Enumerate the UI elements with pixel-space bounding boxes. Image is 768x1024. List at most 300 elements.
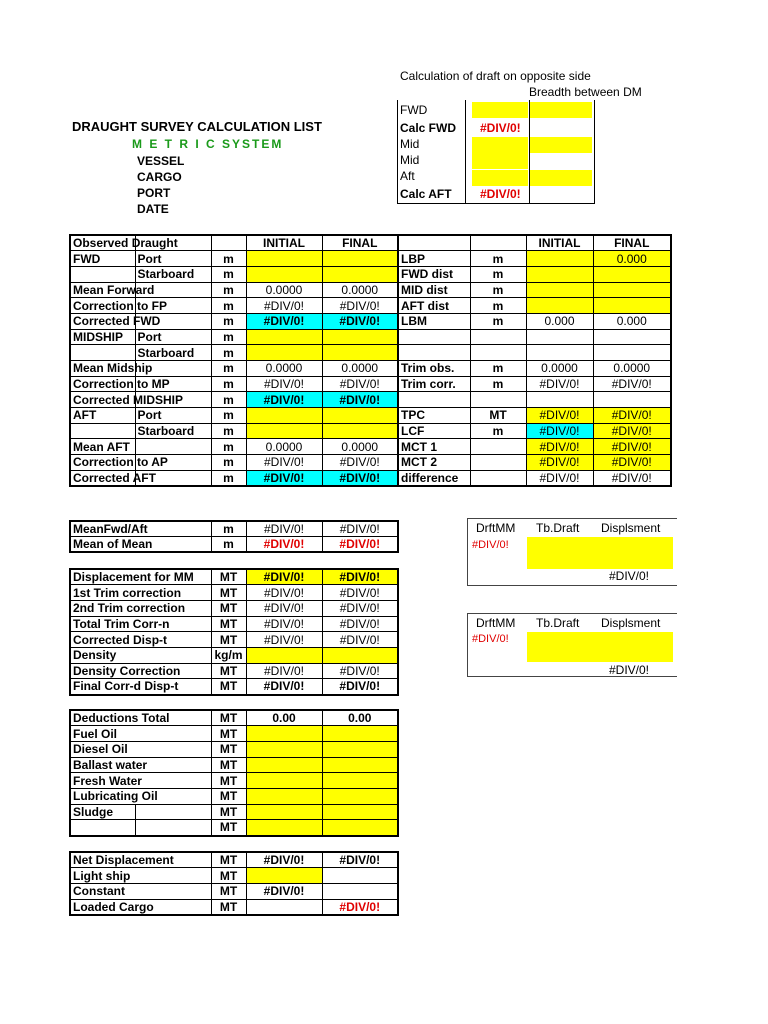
row-label: Corrected Disp-t xyxy=(70,632,211,648)
unit-cell: MT xyxy=(211,741,246,757)
row-label: Deductions Total xyxy=(70,710,211,726)
param-label: LBM xyxy=(398,313,470,329)
unit-cell: m xyxy=(211,408,246,424)
row-sublabel: Port xyxy=(135,329,211,345)
initial-cell: INITIAL xyxy=(526,235,593,251)
side1-value: #DIV/0! xyxy=(472,539,509,551)
final-cell: #DIV/0! xyxy=(322,313,398,329)
final-cell: #DIV/0! xyxy=(322,600,398,616)
table-row xyxy=(70,329,398,345)
side2-tbdraft: Tb.Draft xyxy=(536,616,580,630)
initial-cell[interactable] xyxy=(246,408,322,424)
row-sublabel: Port xyxy=(135,251,211,267)
initial-cell: #DIV/0! xyxy=(246,392,322,408)
final-cell[interactable]: 0.000 xyxy=(593,251,671,267)
param-label: LCF xyxy=(398,423,470,439)
opp-mid-label-2: Mid xyxy=(400,153,420,167)
unit-cell: m xyxy=(470,282,526,298)
unit-cell: MT xyxy=(211,852,246,868)
unit-cell: MT xyxy=(211,600,246,616)
unit-cell: m xyxy=(211,455,246,471)
row-label: 1st Trim correction xyxy=(70,585,211,601)
final-cell: #DIV/0! xyxy=(593,470,671,486)
final-cell[interactable]: #DIV/0! xyxy=(322,569,398,585)
initial-cell xyxy=(246,899,322,915)
unit-cell xyxy=(211,235,246,251)
final-cell[interactable] xyxy=(322,757,398,773)
row-label: Density xyxy=(70,647,211,663)
unit-cell xyxy=(470,470,526,486)
param-label: Trim corr. xyxy=(398,376,470,392)
final-cell[interactable] xyxy=(593,266,671,282)
final-cell xyxy=(593,345,671,361)
final-cell: #DIV/0! xyxy=(593,376,671,392)
table-row xyxy=(70,470,398,486)
opposite-caption: Calculation of draft on opposite side xyxy=(400,69,591,83)
table-row xyxy=(70,741,398,757)
final-cell[interactable] xyxy=(322,329,398,345)
row-sublabel: Starboard xyxy=(135,423,211,439)
param-label: AFT dist xyxy=(398,298,470,314)
initial-cell: #DIV/0! xyxy=(246,883,322,899)
unit-cell: MT xyxy=(211,632,246,648)
unit-cell xyxy=(470,392,526,408)
unit-cell: MT xyxy=(470,408,526,424)
initial-cell[interactable] xyxy=(246,251,322,267)
row-label: Sludge xyxy=(70,804,135,820)
unit-cell xyxy=(470,455,526,471)
table-row xyxy=(70,710,398,726)
side2-displsment: Displsment xyxy=(601,616,661,630)
initial-cell[interactable] xyxy=(246,423,322,439)
initial-cell xyxy=(526,329,593,345)
table-row xyxy=(70,773,398,789)
mean-table xyxy=(69,520,399,553)
vessel-label: VESSEL xyxy=(137,154,185,168)
unit-cell: m xyxy=(211,345,246,361)
row-label xyxy=(70,820,135,836)
blank-cell[interactable] xyxy=(135,820,211,836)
table-row xyxy=(70,235,398,251)
table-row xyxy=(398,282,671,298)
side1-displsment: Displsment xyxy=(601,521,661,535)
unit-cell xyxy=(470,235,526,251)
final-cell xyxy=(322,883,398,899)
opp-fwd-input-2[interactable] xyxy=(530,102,592,118)
initial-cell: #DIV/0! xyxy=(246,600,322,616)
initial-cell[interactable] xyxy=(526,251,593,267)
initial-cell: 0.000 xyxy=(526,313,593,329)
table-row xyxy=(70,899,398,915)
unit-cell xyxy=(470,329,526,345)
unit-cell: MT xyxy=(211,585,246,601)
initial-cell[interactable]: #DIV/0! xyxy=(526,408,593,424)
table-row xyxy=(398,392,671,408)
unit-cell: m xyxy=(470,266,526,282)
row-label: 2nd Trim correction xyxy=(70,600,211,616)
system-label: M E T R I C SYSTEM xyxy=(132,137,284,151)
initial-cell: 0.00 xyxy=(246,710,322,726)
final-cell xyxy=(322,868,398,884)
row-label: Constant xyxy=(70,883,211,899)
table-row xyxy=(70,423,398,439)
final-cell: 0.0000 xyxy=(322,361,398,377)
initial-cell xyxy=(526,392,593,408)
initial-cell[interactable] xyxy=(246,820,322,836)
final-cell[interactable] xyxy=(322,820,398,836)
unit-cell: MT xyxy=(211,679,246,695)
initial-cell[interactable] xyxy=(246,345,322,361)
row-label: Diesel Oil xyxy=(70,741,211,757)
initial-cell: #DIV/0! xyxy=(246,663,322,679)
unit-cell: m xyxy=(470,298,526,314)
side1-result: #DIV/0! xyxy=(609,569,650,583)
row-label: Correction to FP xyxy=(70,298,135,314)
param-label xyxy=(398,392,470,408)
table-row xyxy=(70,663,398,679)
unit-cell: m xyxy=(470,376,526,392)
row-label: MIDSHIP xyxy=(70,329,135,345)
initial-cell: #DIV/0! xyxy=(246,616,322,632)
final-cell[interactable] xyxy=(322,788,398,804)
unit-cell: m xyxy=(470,423,526,439)
observed-draught-table xyxy=(69,234,399,487)
param-label: FWD dist xyxy=(398,266,470,282)
initial-cell: #DIV/0! xyxy=(526,423,593,439)
table-row xyxy=(70,439,398,455)
date-label: DATE xyxy=(137,202,169,216)
final-cell: #DIV/0! xyxy=(322,852,398,868)
final-cell[interactable] xyxy=(322,345,398,361)
unit-cell: m xyxy=(211,521,246,537)
final-cell: #DIV/0! xyxy=(322,470,398,486)
table-row xyxy=(398,376,671,392)
final-cell xyxy=(593,329,671,345)
final-cell: #DIV/0! xyxy=(322,679,398,695)
row-label: Correction to MP xyxy=(70,376,135,392)
table-row xyxy=(70,282,398,298)
unit-cell xyxy=(470,345,526,361)
initial-cell[interactable] xyxy=(526,298,593,314)
row-label: Net Displacement xyxy=(70,852,211,868)
final-cell xyxy=(593,392,671,408)
table-row xyxy=(70,361,398,377)
opp-calc-aft-label: Calc AFT xyxy=(400,187,452,201)
initial-cell: #DIV/0! xyxy=(246,455,322,471)
opposite-divider-1 xyxy=(465,100,466,204)
final-cell[interactable] xyxy=(322,741,398,757)
table-row xyxy=(70,757,398,773)
unit-cell: m xyxy=(211,251,246,267)
row-label: Density Correction xyxy=(70,663,211,679)
row-label xyxy=(70,266,135,282)
unit-cell: m xyxy=(211,537,246,553)
param-label xyxy=(398,329,470,345)
unit-cell: MT xyxy=(211,773,246,789)
final-cell[interactable] xyxy=(593,298,671,314)
unit-cell: MT xyxy=(211,710,246,726)
table-row xyxy=(70,298,398,314)
final-cell: #DIV/0! xyxy=(322,376,398,392)
final-cell[interactable]: #DIV/0! xyxy=(593,423,671,439)
table-row xyxy=(398,345,671,361)
table-row xyxy=(70,679,398,695)
side2-value: #DIV/0! xyxy=(472,633,509,645)
unit-cell: kg/m xyxy=(211,647,246,663)
table-row xyxy=(398,439,671,455)
unit-cell: m xyxy=(211,282,246,298)
table-row xyxy=(70,868,398,884)
initial-cell: #DIV/0! xyxy=(246,521,322,537)
initial-cell: #DIV/0! xyxy=(246,679,322,695)
final-cell[interactable]: #DIV/0! xyxy=(593,408,671,424)
opp-aft-input[interactable] xyxy=(472,170,528,186)
vessel-parameters-table xyxy=(397,234,672,487)
cargo-label: CARGO xyxy=(137,170,182,184)
initial-cell: #DIV/0! xyxy=(246,298,322,314)
initial-cell: #DIV/0! xyxy=(246,313,322,329)
opp-mid-input-3[interactable] xyxy=(472,153,528,169)
unit-cell: m xyxy=(211,266,246,282)
opp-mid-input[interactable] xyxy=(472,137,528,153)
row-sublabel: Starboard xyxy=(135,345,211,361)
row-label: Corrected AFT xyxy=(70,470,135,486)
row-label: Lubricating Oil xyxy=(70,788,211,804)
unit-cell xyxy=(470,439,526,455)
final-cell[interactable] xyxy=(322,251,398,267)
unit-cell: m xyxy=(470,313,526,329)
deductions-table xyxy=(69,709,399,837)
final-cell: #DIV/0! xyxy=(322,632,398,648)
table-row xyxy=(398,266,671,282)
opp-calc-aft-value: #DIV/0! xyxy=(480,187,521,201)
table-row xyxy=(398,423,671,439)
port-label: PORT xyxy=(137,186,171,200)
table-row xyxy=(70,726,398,742)
table-row xyxy=(398,361,671,377)
table-row xyxy=(70,392,398,408)
displacement-table xyxy=(69,568,399,696)
final-cell[interactable] xyxy=(322,726,398,742)
table-row xyxy=(70,455,398,471)
initial-cell: #DIV/0! xyxy=(246,632,322,648)
opp-fwd-input[interactable] xyxy=(472,102,528,118)
row-label: Mean Midship xyxy=(70,361,135,377)
initial-cell[interactable] xyxy=(246,804,322,820)
table-row xyxy=(70,521,398,537)
breadth-caption: Breadth between DM xyxy=(529,85,642,99)
final-cell[interactable] xyxy=(322,773,398,789)
initial-cell: #DIV/0! xyxy=(526,470,593,486)
final-cell[interactable]: #DIV/0! xyxy=(593,455,671,471)
unit-cell: MT xyxy=(211,663,246,679)
row-label: Corrected FWD xyxy=(70,313,135,329)
initial-cell[interactable]: #DIV/0! xyxy=(526,439,593,455)
initial-cell[interactable] xyxy=(246,726,322,742)
unit-cell: MT xyxy=(211,569,246,585)
table-row xyxy=(70,345,398,361)
final-cell[interactable] xyxy=(593,282,671,298)
table-row xyxy=(70,804,398,820)
table-row xyxy=(398,455,671,471)
side2-drftmm: DrftMM xyxy=(476,616,516,630)
row-sublabel: Starboard xyxy=(135,266,211,282)
row-label: Fresh Water xyxy=(70,773,211,789)
unit-cell: m xyxy=(211,439,246,455)
table-row xyxy=(70,251,398,267)
table-row xyxy=(70,585,398,601)
side1-yellow[interactable] xyxy=(527,537,673,569)
param-label: MID dist xyxy=(398,282,470,298)
opp-calc-fwd-value: #DIV/0! xyxy=(480,121,521,135)
opp-mid-input-2[interactable] xyxy=(530,137,592,153)
unit-cell: m xyxy=(470,361,526,377)
opp-aft-label: Aft xyxy=(400,169,415,183)
row-label: Observed Draught xyxy=(70,235,135,251)
initial-cell[interactable] xyxy=(526,282,593,298)
table-row xyxy=(70,616,398,632)
initial-cell: 0.0000 xyxy=(246,439,322,455)
final-cell: #DIV/0! xyxy=(322,663,398,679)
final-cell: #DIV/0! xyxy=(322,392,398,408)
table-row xyxy=(70,266,398,282)
initial-cell: #DIV/0! xyxy=(246,376,322,392)
row-label: AFT xyxy=(70,408,135,424)
unit-cell: MT xyxy=(211,820,246,836)
row-label: Loaded Cargo xyxy=(70,899,211,915)
unit-cell: m xyxy=(211,392,246,408)
table-row xyxy=(70,537,398,553)
side1-tbdraft: Tb.Draft xyxy=(536,521,580,535)
initial-cell[interactable]: #DIV/0! xyxy=(246,569,322,585)
unit-cell: MT xyxy=(211,788,246,804)
param-label xyxy=(398,345,470,361)
row-label: Correction to AP xyxy=(70,455,135,471)
final-cell[interactable] xyxy=(322,647,398,663)
row-sublabel: Port xyxy=(135,408,211,424)
initial-cell: INITIAL xyxy=(246,235,322,251)
final-cell: #DIV/0! xyxy=(322,899,398,915)
table-row xyxy=(70,376,398,392)
unit-cell: m xyxy=(211,298,246,314)
final-cell: FINAL xyxy=(322,235,398,251)
param-label: difference xyxy=(398,470,470,486)
row-label: Mean Forward xyxy=(70,282,135,298)
param-label: TPC xyxy=(398,408,470,424)
final-cell: 0.000 xyxy=(593,313,671,329)
table-row xyxy=(70,852,398,868)
blank-cell[interactable] xyxy=(135,804,211,820)
unit-cell: MT xyxy=(211,868,246,884)
initial-cell[interactable] xyxy=(246,741,322,757)
opp-calc-fwd-label: Calc FWD xyxy=(400,121,457,135)
initial-cell: #DIV/0! xyxy=(526,376,593,392)
row-label xyxy=(70,345,135,361)
unit-cell: m xyxy=(211,313,246,329)
row-label: Corrected MIDSHIP xyxy=(70,392,135,408)
net-table xyxy=(69,851,399,916)
initial-cell: #DIV/0! xyxy=(246,585,322,601)
row-label: Mean of Mean xyxy=(70,537,211,553)
opp-mid-label-1: Mid xyxy=(400,137,420,151)
initial-cell[interactable] xyxy=(246,329,322,345)
side1-drftmm: DrftMM xyxy=(476,521,516,535)
side2-yellow[interactable] xyxy=(527,632,673,662)
initial-cell[interactable] xyxy=(246,266,322,282)
final-cell: #DIV/0! xyxy=(322,585,398,601)
param-label xyxy=(398,235,470,251)
table-row xyxy=(70,313,398,329)
final-cell[interactable] xyxy=(322,423,398,439)
final-cell: #DIV/0! xyxy=(322,455,398,471)
table-row xyxy=(398,235,671,251)
initial-cell: #DIV/0! xyxy=(246,537,322,553)
table-row xyxy=(70,647,398,663)
table-row xyxy=(70,820,398,836)
initial-cell[interactable] xyxy=(246,757,322,773)
final-cell[interactable] xyxy=(322,408,398,424)
row-sublabel xyxy=(135,439,211,455)
row-label: FWD xyxy=(70,251,135,267)
row-label: MeanFwd/Aft xyxy=(70,521,211,537)
final-cell: #DIV/0! xyxy=(322,298,398,314)
initial-cell: 0.0000 xyxy=(526,361,593,377)
initial-cell[interactable]: #DIV/0! xyxy=(526,455,593,471)
final-cell: #DIV/0! xyxy=(322,537,398,553)
table-row xyxy=(70,632,398,648)
final-cell: #DIV/0! xyxy=(322,521,398,537)
initial-cell xyxy=(526,345,593,361)
unit-cell: MT xyxy=(211,726,246,742)
initial-cell[interactable] xyxy=(246,868,322,884)
table-row xyxy=(398,329,671,345)
final-cell: 0.0000 xyxy=(322,282,398,298)
initial-cell[interactable] xyxy=(246,773,322,789)
table-row xyxy=(398,313,671,329)
unit-cell: m xyxy=(211,423,246,439)
table-row xyxy=(70,600,398,616)
initial-cell: #DIV/0! xyxy=(246,852,322,868)
table-row xyxy=(70,883,398,899)
param-label: MCT 1 xyxy=(398,439,470,455)
side2-result: #DIV/0! xyxy=(609,663,650,677)
final-cell[interactable] xyxy=(322,804,398,820)
unit-cell: MT xyxy=(211,757,246,773)
table-row xyxy=(398,470,671,486)
table-row xyxy=(70,408,398,424)
final-cell[interactable] xyxy=(322,266,398,282)
final-cell: 0.0000 xyxy=(593,361,671,377)
page-title: DRAUGHT SURVEY CALCULATION LIST xyxy=(72,119,322,134)
row-label: Mean AFT xyxy=(70,439,135,455)
initial-cell: #DIV/0! xyxy=(246,470,322,486)
final-cell[interactable]: #DIV/0! xyxy=(593,439,671,455)
table-row xyxy=(398,408,671,424)
initial-cell[interactable] xyxy=(526,266,593,282)
initial-cell[interactable] xyxy=(246,647,322,663)
table-row xyxy=(398,251,671,267)
table-row xyxy=(70,788,398,804)
initial-cell[interactable] xyxy=(246,788,322,804)
unit-cell: m xyxy=(211,376,246,392)
unit-cell: m xyxy=(211,361,246,377)
unit-cell: m xyxy=(470,251,526,267)
row-label: Light ship xyxy=(70,868,211,884)
final-cell: #DIV/0! xyxy=(322,616,398,632)
opp-aft-input-2[interactable] xyxy=(530,170,592,186)
row-label: Ballast water xyxy=(70,757,211,773)
initial-cell: 0.0000 xyxy=(246,361,322,377)
